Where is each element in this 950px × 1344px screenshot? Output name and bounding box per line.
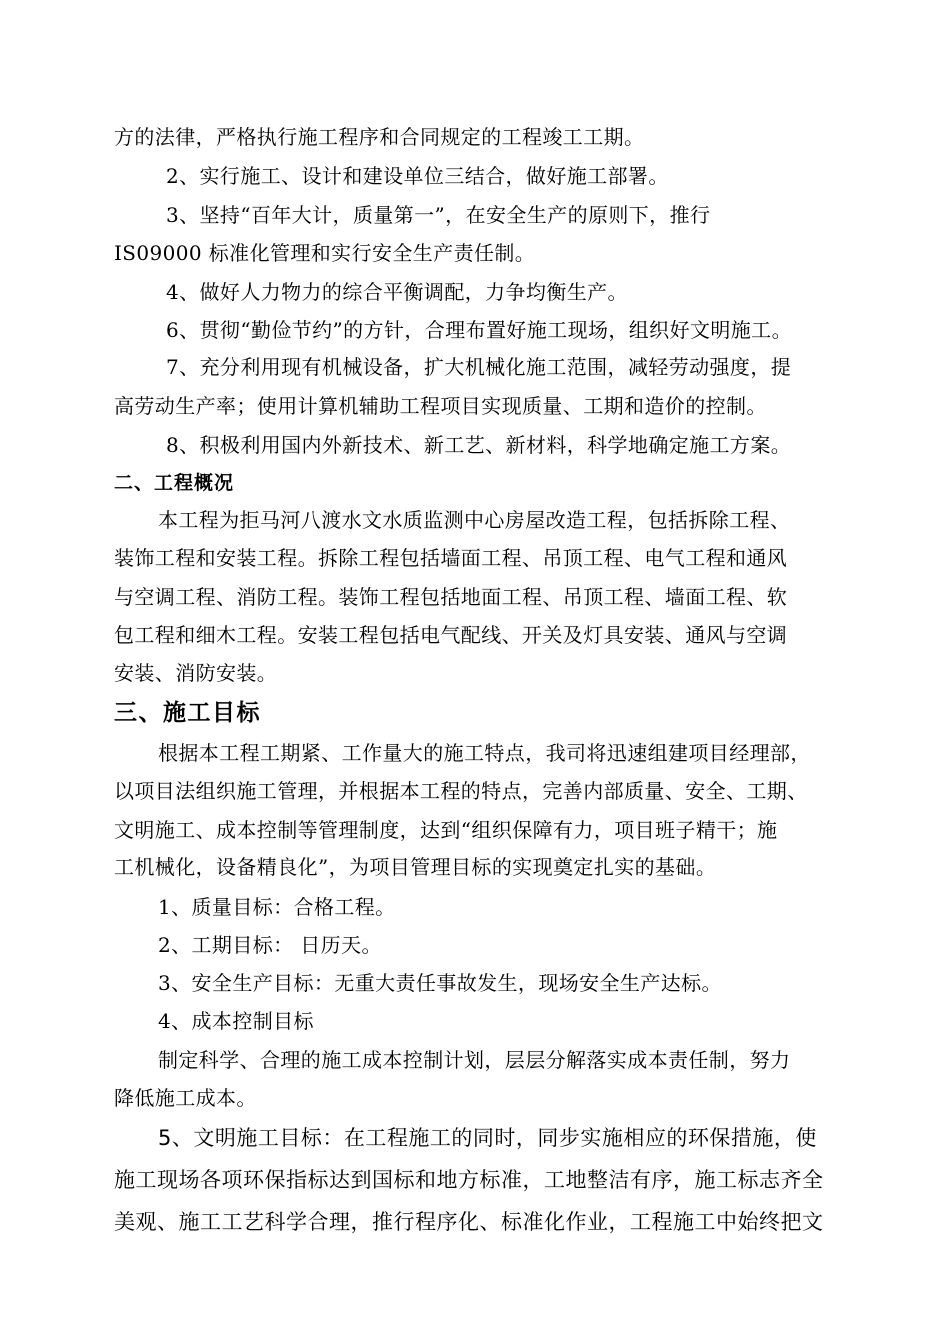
text-line: 高劳动生产率；使用计算机辅助工程项目实现质量、工期和造价的控制。 <box>114 394 767 418</box>
text-line: 工机械化，设备精良化”，为项目管理目标的实现奠定扎实的基础。 <box>114 855 717 879</box>
text-line: 7、充分利用现有机械设备，扩大机械化施工范围，减轻劳动强度，提 <box>166 355 792 379</box>
text-line: 8、积极利用国内外新技术、新工艺、新材料，科学地确定施工方案。 <box>166 433 792 457</box>
text-line: 6、贯彻“勤俭节约”的方针，合理布置好施工现场，组织好文明施工。 <box>166 318 792 342</box>
text-line: 装饰工程和安装工程。拆除工程包括墙面工程、吊顶工程、电气工程和通风 <box>114 546 788 570</box>
section-heading: 三、施工目标 <box>114 700 261 726</box>
text-line: 安装、消防安装。 <box>114 661 278 685</box>
text-line: 施工现场各项环保指标达到国标和地方标准，工地整洁有序，施工标志齐全 <box>114 1168 824 1192</box>
text-line: 2、工期目标： 日历天。 <box>158 933 382 957</box>
text-line: IS09000 标准化管理和实行安全生产责任制。 <box>114 241 536 265</box>
text-line: 根据本工程工期紧、工作量大的施工特点，我司将迅速组建项目经理部， <box>158 741 811 765</box>
text-line: 5、文明施工目标：在工程施工的同时，同步实施相应的环保措施，使 <box>158 1126 817 1150</box>
text-line: 以项目法组织施工管理，并根据本工程的特点，完善内部质量、安全、工期、 <box>114 779 808 803</box>
text-line: 3、坚持“百年大计，质量第一”，在安全生产的原则下，推行 <box>166 203 711 227</box>
text-line: 制定科学、合理的施工成本控制计划，层层分解落实成本责任制，努力 <box>158 1048 791 1072</box>
text-line: 美观、施工工艺科学合理，推行程序化、标准化作业，工程施工中始终把文 <box>114 1210 824 1234</box>
text-line: 降低施工成本。 <box>114 1086 257 1110</box>
text-line: 包工程和细木工程。安装工程包括电气配线、开关及灯具安装、通风与空调 <box>114 623 788 647</box>
text-line: 4、成本控制目标 <box>158 1009 314 1033</box>
text-line: 方的法律，严格执行施工程序和合同规定的工程竣工工期。 <box>114 125 645 149</box>
section-heading: 二、工程概况 <box>114 472 235 494</box>
text-line: 4、做好人力物力的综合平衡调配，力争均衡生产。 <box>166 280 628 304</box>
text-line: 与空调工程、消防工程。装饰工程包括地面工程、吊顶工程、墙面工程、软 <box>114 585 788 609</box>
text-line: 3、安全生产目标：无重大责任事故发生，现场安全生产达标。 <box>158 971 722 995</box>
text-line: 文明施工、成本控制等管理制度，达到“组织保障有力，项目班子精干；施 <box>114 818 778 842</box>
text-line: 1、质量目标：合格工程。 <box>158 895 396 919</box>
text-line: 2、实行施工、设计和建设单位三结合，做好施工部署。 <box>166 164 669 188</box>
text-line: 本工程为拒马河八渡水文水质监测中心房屋改造工程，包括拆除工程、 <box>158 508 791 532</box>
